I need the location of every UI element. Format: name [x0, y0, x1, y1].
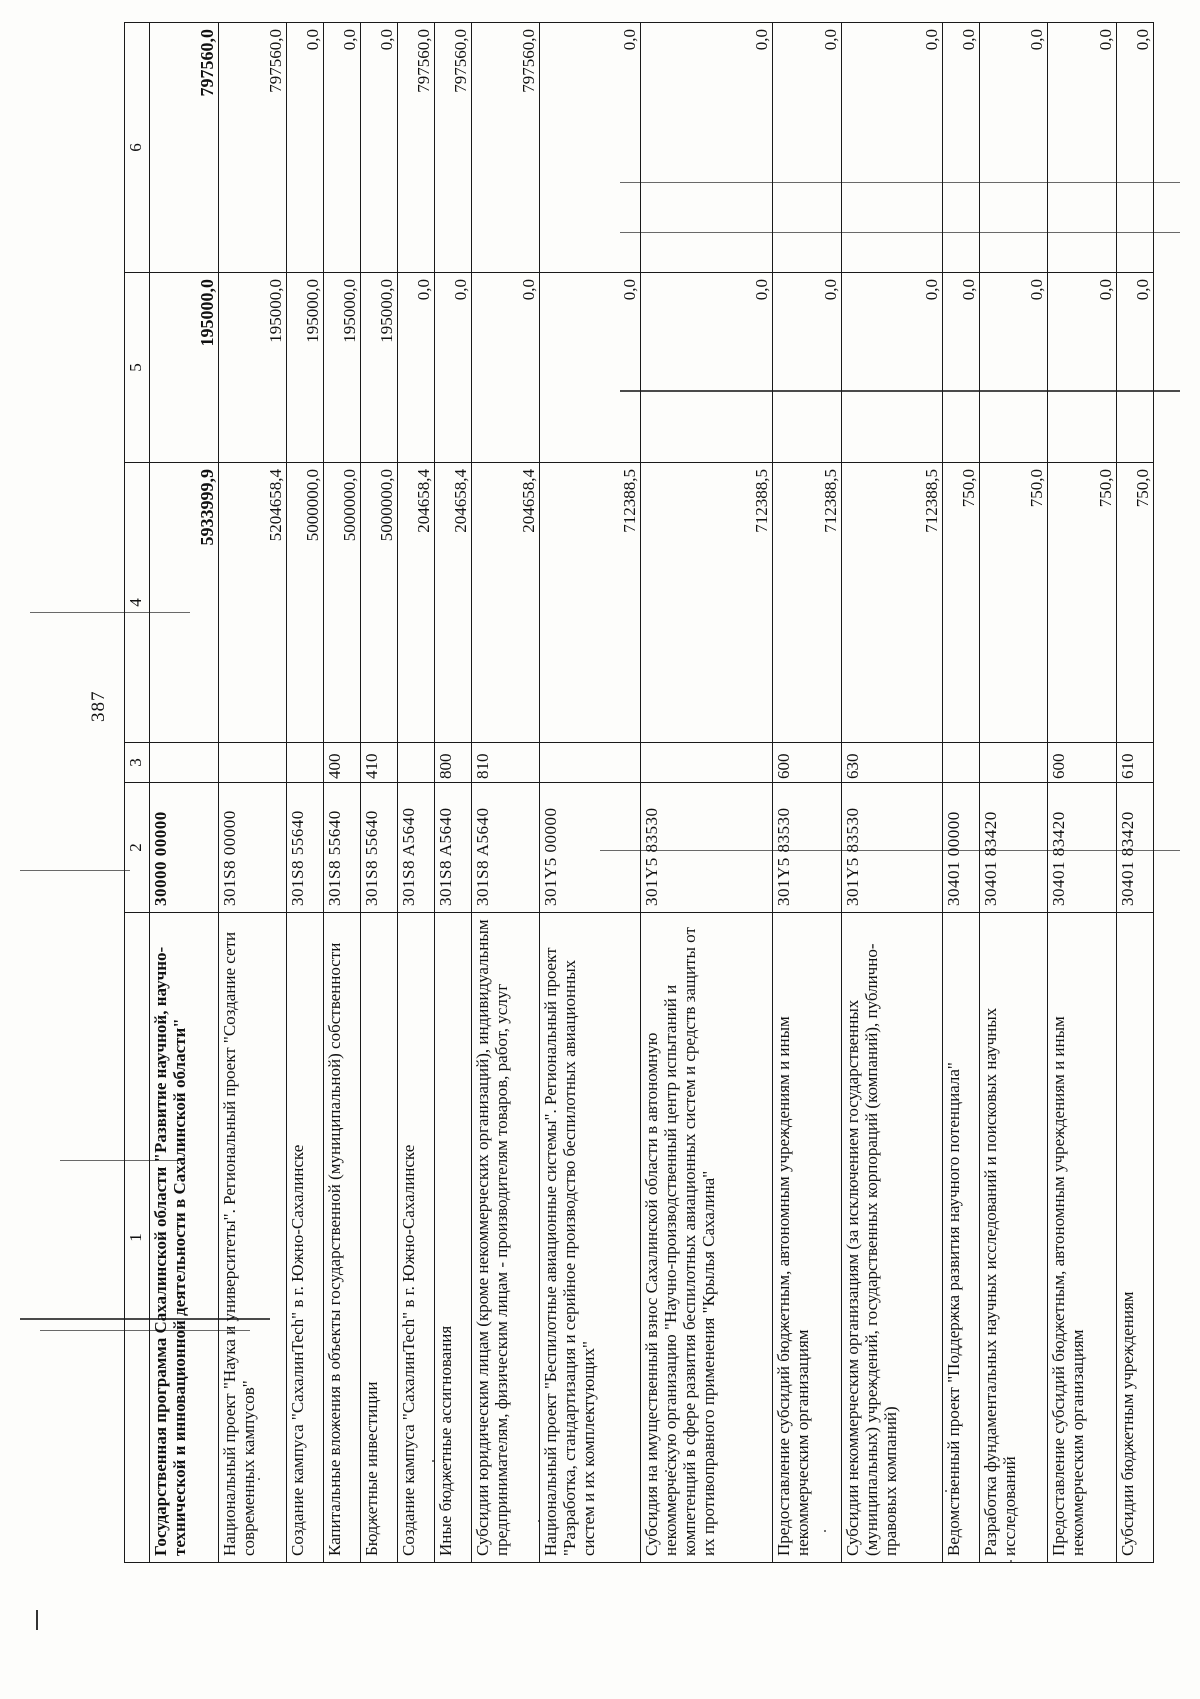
row-value-col6: 797560,0 — [398, 23, 435, 273]
row-name: Национальный проект "Беспилотные авиационные системы". Региональный проект "Разработка, стандартизация и серийное производство беспилотных авиационных систем и их комплектующих" — [540, 913, 641, 1563]
row-value-col4: 750,0 — [1048, 463, 1117, 743]
table-row — [324, 23, 361, 1563]
page-number: 387 — [88, 690, 109, 722]
row-name: Бюджетные инвестиции — [361, 913, 398, 1563]
row-value-col4: 5000000,0 — [287, 463, 324, 743]
row-kvr: 600 — [1048, 743, 1117, 783]
table-row — [773, 23, 842, 1563]
row-value-col6: 797560,0 — [434, 23, 471, 273]
row-kvr: 600 — [773, 743, 842, 783]
table-row — [287, 23, 324, 1563]
row-value-col6: 0,0 — [540, 23, 641, 273]
row-value-col4: 5204658,4 — [218, 463, 287, 743]
row-name: Субсидия на имущественный взнос Сахалинской области в автономную некоммерческую организацию "Научно-производственный центр испытаний и компетенций в сфере развития беспилотных авиационных систем и средств защиты от их противоправного применения "Крылья Сахалина" — [641, 913, 773, 1563]
row-value-col4: 712388,5 — [842, 463, 943, 743]
row-value-col5: 0,0 — [773, 273, 842, 463]
row-name: Субсидии некоммерческим организациям (за исключением государственных (муниципальных) учреждений, государственных корпораций (компаний), публично-правовых компаний) — [842, 913, 943, 1563]
row-code: 30401 83420 — [979, 783, 1048, 913]
row-kvr: 800 — [434, 743, 471, 783]
row-value-col5: 0,0 — [842, 273, 943, 463]
row-name: Ведомственный проект "Поддержка развития научного потенциала" — [942, 913, 979, 1563]
row-code: 301Y5 00000 — [540, 783, 641, 913]
row-value-col5: 0,0 — [540, 273, 641, 463]
row-name: Создание кампуса "СахалинTech" в г. Южно-Сахалинске — [287, 913, 324, 1563]
row-kvr: 410 — [361, 743, 398, 783]
row-value-col4: 5933999,9 — [150, 463, 219, 743]
row-kvr: 400 — [324, 743, 361, 783]
row-value-col5: 0,0 — [398, 273, 435, 463]
row-value-col6: 0,0 — [324, 23, 361, 273]
column-header-kvr: 3 — [125, 743, 150, 783]
row-value-col5: 0,0 — [471, 273, 540, 463]
row-code: 301S8 A5640 — [471, 783, 540, 913]
row-value-col5: 195000,0 — [361, 273, 398, 463]
row-value-col6: 0,0 — [287, 23, 324, 273]
row-value-col5: 0,0 — [434, 273, 471, 463]
row-kvr — [398, 743, 435, 783]
column-header-col4: 4 — [125, 463, 150, 743]
row-value-col6: 0,0 — [773, 23, 842, 273]
table-row — [150, 23, 219, 1563]
row-value-col6: 0,0 — [979, 23, 1048, 273]
row-code: 301S8 A5640 — [434, 783, 471, 913]
row-code: 30401 83420 — [1117, 783, 1154, 913]
row-value-col5: 195000,0 — [324, 273, 361, 463]
row-value-col5: 0,0 — [1117, 273, 1154, 463]
row-value-col5: 0,0 — [641, 273, 773, 463]
column-header-col5: 5 — [125, 273, 150, 463]
row-kvr — [218, 743, 287, 783]
row-value-col4: 712388,5 — [773, 463, 842, 743]
table-row — [218, 23, 287, 1563]
row-value-col4: 750,0 — [1117, 463, 1154, 743]
row-name: Разработка фундаментальных научных исследований и поисковых научных исследований — [979, 913, 1048, 1563]
row-kvr — [641, 743, 773, 783]
row-value-col5: 195000,0 — [150, 273, 219, 463]
row-value-col4: 712388,5 — [641, 463, 773, 743]
margin-mark — [36, 1610, 38, 1630]
row-name: Субсидии юридическим лицам (кроме некоммерческих организаций), индивидуальным предпринимателям, физическим лицам - производителям товаров, работ, услуг — [471, 913, 540, 1563]
row-name: Предоставление субсидий бюджетным, автономным учреждениям и иным некоммерческим организациям — [773, 913, 842, 1563]
row-value-col6: 0,0 — [1048, 23, 1117, 273]
row-value-col5: 0,0 — [979, 273, 1048, 463]
row-value-col5: 195000,0 — [287, 273, 324, 463]
row-kvr: 810 — [471, 743, 540, 783]
row-kvr — [287, 743, 324, 783]
column-header-code: 2 — [125, 783, 150, 913]
row-kvr: 630 — [842, 743, 943, 783]
row-value-col6: 797560,0 — [218, 23, 287, 273]
row-code: 301S8 A5640 — [398, 783, 435, 913]
column-header-name: 1 — [125, 913, 150, 1563]
row-name: Субсидии бюджетным учреждениям — [1117, 913, 1154, 1563]
scan-artifact-line — [20, 870, 130, 871]
table-row — [1048, 23, 1117, 1563]
row-value-col5: 195000,0 — [218, 273, 287, 463]
budget-table — [124, 22, 1154, 1563]
row-name: Создание кампуса "СахалинTech" в г. Южно-Сахалинске — [398, 913, 435, 1563]
row-code: 30401 00000 — [942, 783, 979, 913]
row-code: 301S8 55640 — [324, 783, 361, 913]
row-code: 30401 83420 — [1048, 783, 1117, 913]
table-row — [361, 23, 398, 1563]
row-code: 301Y5 83530 — [773, 783, 842, 913]
row-kvr — [979, 743, 1048, 783]
row-value-col4: 5000000,0 — [361, 463, 398, 743]
row-value-col4: 204658,4 — [398, 463, 435, 743]
row-name: Капитальные вложения в объекты государственной (муниципальной) собственности — [324, 913, 361, 1563]
row-code: 301Y5 83530 — [842, 783, 943, 913]
table-header-row — [125, 23, 150, 1563]
row-value-col4: 750,0 — [979, 463, 1048, 743]
row-kvr — [540, 743, 641, 783]
table-row — [471, 23, 540, 1563]
row-value-col4: 5000000,0 — [324, 463, 361, 743]
row-value-col5: 0,0 — [1048, 273, 1117, 463]
row-name: Государственная программа Сахалинской области "Развитие научной, научно-технической и инновационной деятельности в Сахалинской области" — [150, 913, 219, 1563]
row-code: 301S8 55640 — [361, 783, 398, 913]
row-value-col6: 0,0 — [842, 23, 943, 273]
row-name: Иные бюджетные ассигнования — [434, 913, 471, 1563]
table-row — [942, 23, 979, 1563]
row-value-col6: 797560,0 — [150, 23, 219, 273]
row-code: 301S8 00000 — [218, 783, 287, 913]
row-name: Национальный проект "Наука и университеты". Региональный проект "Создание сети современных кампусов" — [218, 913, 287, 1563]
row-value-col5: 0,0 — [942, 273, 979, 463]
row-value-col6: 0,0 — [641, 23, 773, 273]
table-row — [434, 23, 471, 1563]
row-value-col6: 0,0 — [942, 23, 979, 273]
column-header-col6: 6 — [125, 23, 150, 273]
row-code: 301Y5 83530 — [641, 783, 773, 913]
row-kvr: 610 — [1117, 743, 1154, 783]
row-value-col4: 750,0 — [942, 463, 979, 743]
table-row — [398, 23, 435, 1563]
row-kvr — [150, 743, 219, 783]
row-value-col4: 204658,4 — [434, 463, 471, 743]
row-value-col6: 797560,0 — [471, 23, 540, 273]
budget-table-rotated — [124, 23, 1154, 1563]
row-value-col4: 204658,4 — [471, 463, 540, 743]
row-value-col6: 0,0 — [361, 23, 398, 273]
table-row — [540, 23, 641, 1563]
row-code: 30000 00000 — [150, 783, 219, 913]
table-row — [979, 23, 1048, 1563]
row-name: Предоставление субсидий бюджетным, автономным учреждениям и иным некоммерческим организациям — [1048, 913, 1117, 1563]
table-row — [1117, 23, 1154, 1563]
row-kvr — [942, 743, 979, 783]
row-code: 301S8 55640 — [287, 783, 324, 913]
table-row — [842, 23, 943, 1563]
row-value-col4: 712388,5 — [540, 463, 641, 743]
row-value-col6: 0,0 — [1117, 23, 1154, 273]
table-row — [641, 23, 773, 1563]
